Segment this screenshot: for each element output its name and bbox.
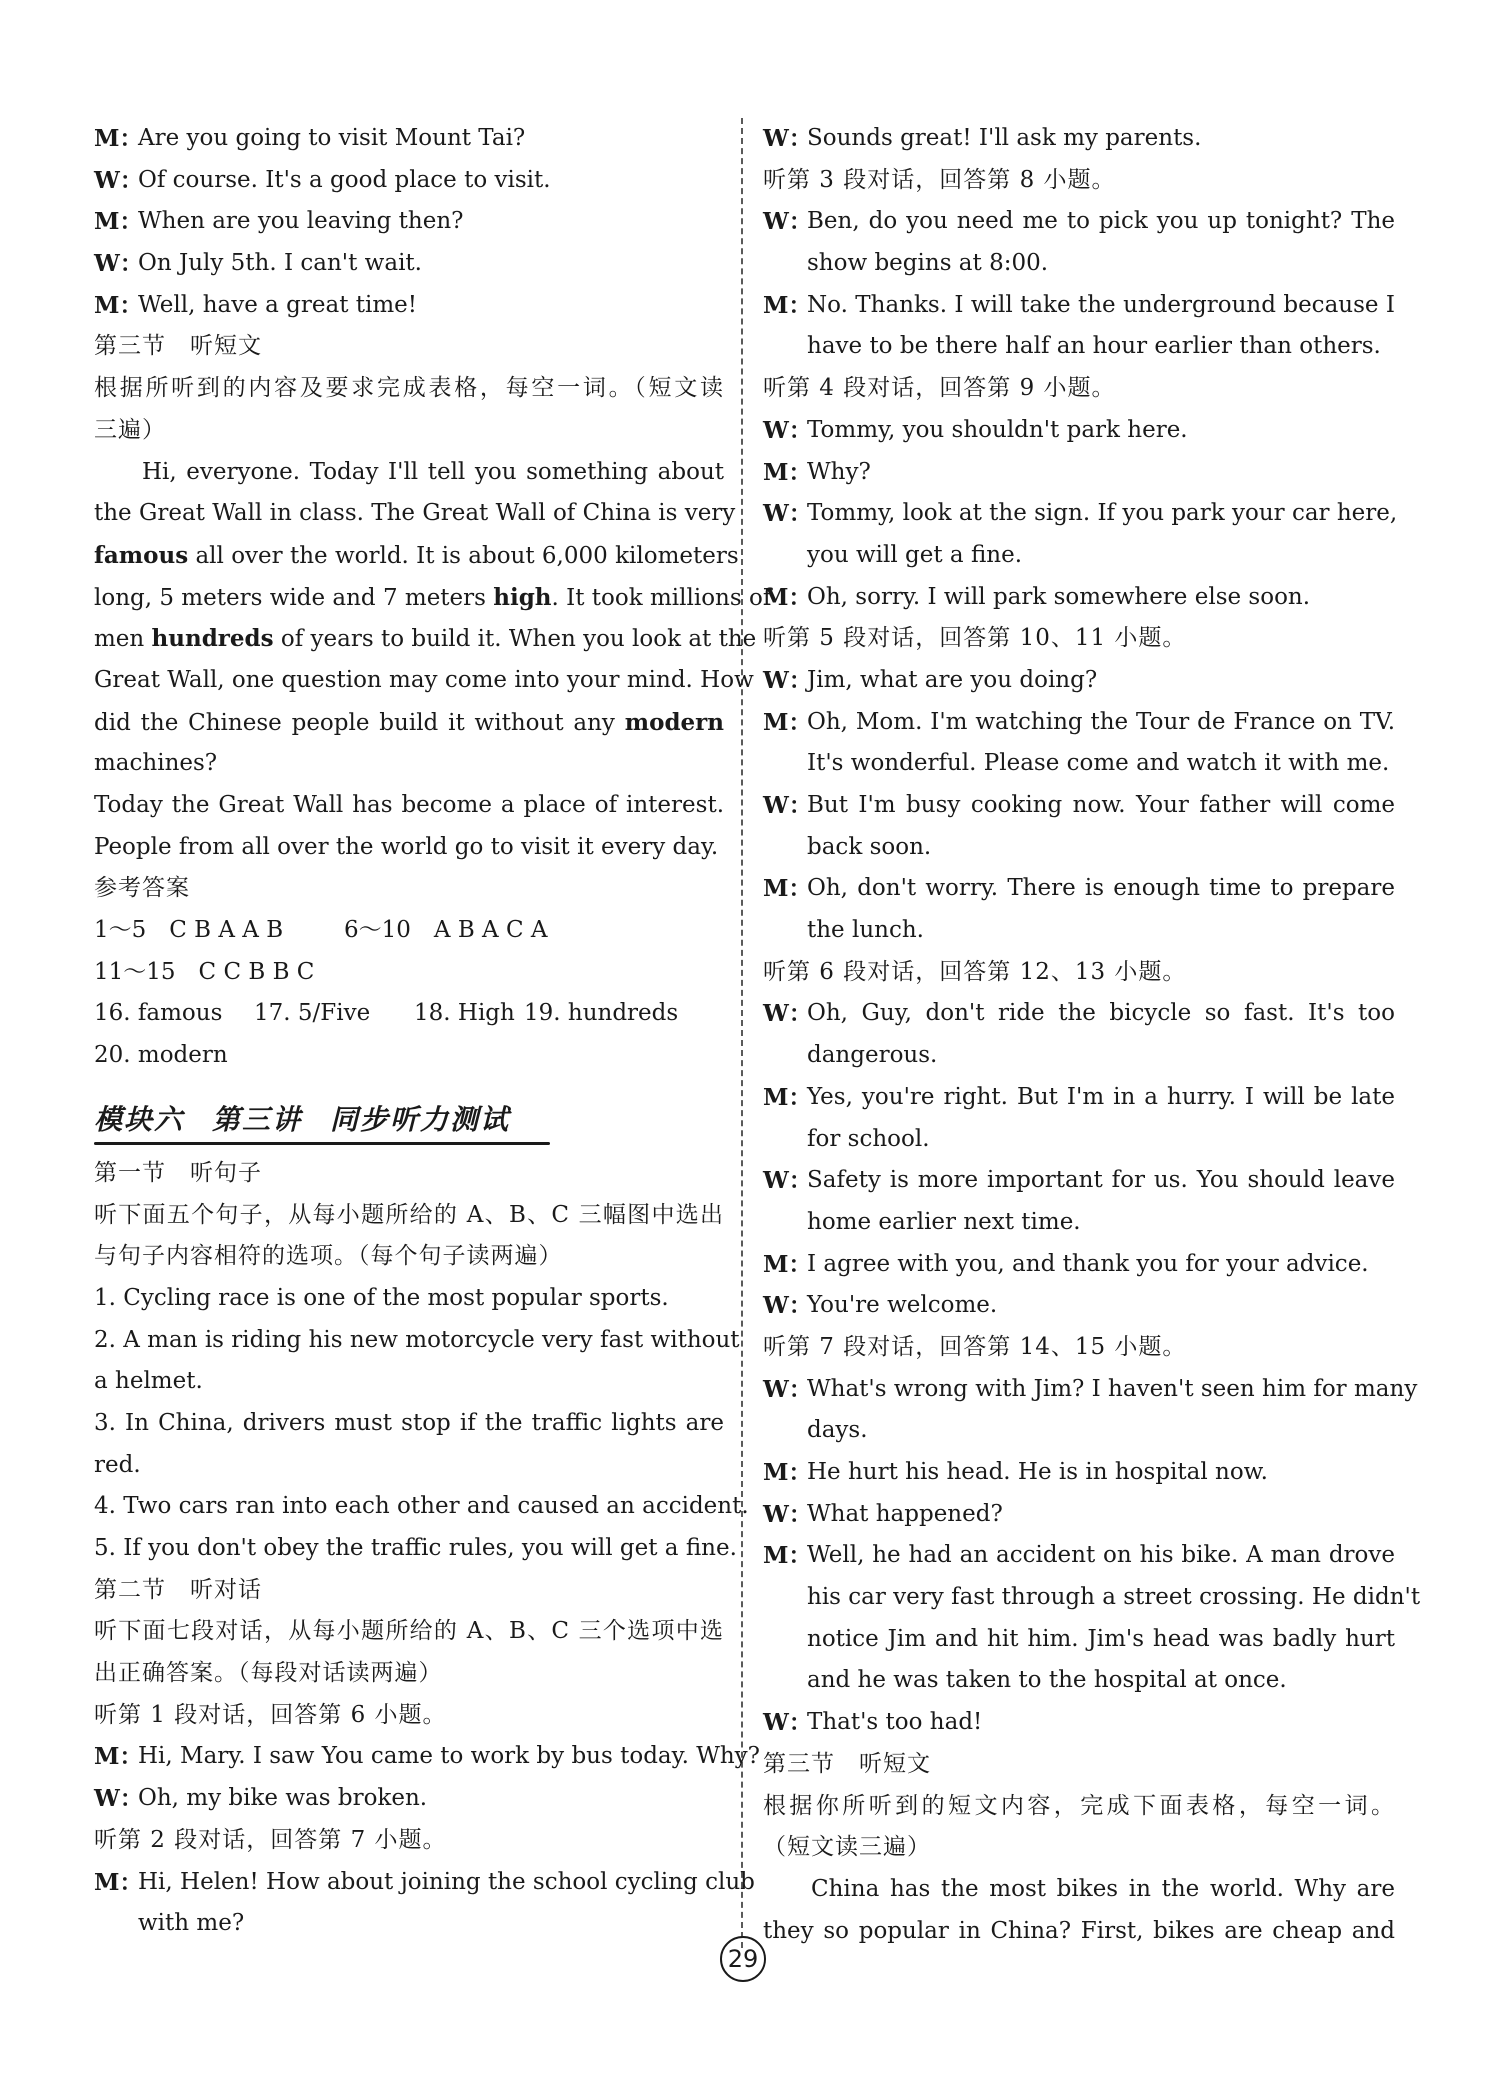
passage-line: China has the most bikes in the world. Why are [811,1875,1395,1902]
right-column [763,118,1421,1952]
dialogue-title: 听第 6 段对话，回答第 12、13 小题。 [763,958,1187,985]
dialogue-title: 听第 5 段对话，回答第 10、11 小题。 [763,625,1187,652]
answer-row: 11～15 C C B B C [94,958,315,985]
keyword: hundreds [151,625,274,653]
section-instruction: 听下面五个句子，从每小题所给的 A、B、C 三幅图中选出 [94,1201,724,1228]
passage-line: the Great Wall in class. The Great Wall of China is very [94,500,736,527]
passage-line: Hi, everyone. Today I'll tell you something about [142,458,724,485]
dialogue-title: 听第 4 段对话，回答第 9 小题。 [763,375,1116,402]
sentence-item: red. [94,1451,141,1478]
dialogue-line: his car very fast through a street crossing. He didn't [807,1584,1421,1611]
keyword: modern [624,708,724,736]
dialogue-line: days. [807,1417,868,1444]
dialogue-line: M： Are you going to visit Mount Tai? [94,125,526,152]
sentence-item: 4. Two cars ran into each other and caused an accident. [94,1493,749,1520]
dialogue-line: M： Well, he had an accident on his bike. A man drove [763,1542,1395,1570]
passage-line: famous all over the world. It is about 6,000 kilometers [94,541,739,569]
sentence-item: a helmet. [94,1368,203,1395]
heading-underline [94,1142,550,1145]
dialogue-title: 听第 3 段对话，回答第 8 小题。 [763,166,1116,193]
passage-line: did the Chinese people build it without any modern [94,708,724,736]
dialogue-line: W： Oh, my bike was broken. [94,1785,428,1813]
keyword: high [493,583,552,611]
dialogue-line: M： Yes, you're right. But I'm in a hurry. I will be late [763,1083,1395,1111]
dialogue-line: have to be there half an hour earlier than others. [807,333,1381,360]
dialogue-line: W： Of course. It's a good place to visit. [94,166,551,194]
answer-row: 16. famous 17. 5/Five 18. High 19. hundreds [94,1000,679,1027]
dialogue-line: M： Oh, sorry. I will park somewhere else soon. [763,583,1311,611]
dialogue-line: It's wonderful. Please come and watch it with me. [807,750,1390,777]
section-instruction: 三遍） [94,416,166,443]
keyword: famous [94,541,189,569]
sentence-item: 2. A man is riding his new motorcycle very fast without [94,1326,740,1353]
dialogue-line: M： He hurt his head. He is in hospital now. [763,1459,1268,1486]
section-title: 第三节 听短文 [94,333,262,360]
dialogue-line: dangerous. [807,1042,938,1069]
dialogue-line: W： Sounds great! I'll ask my parents. [763,125,1202,152]
dialogue-line: M： Well, have a great time! [94,291,418,319]
passage-line: machines? [94,750,218,777]
sentence-item: 3. In China, drivers must stop if the traffic lights are [94,1409,724,1436]
dialogue-line: M： Oh, don't worry. There is enough time to prepare [763,875,1395,903]
passage-line: men hundreds of years to build it. When you look at the [94,625,757,653]
section-instruction: 与句子内容相符的选项。（每个句子读两遍） [94,1243,563,1270]
module-heading: 模块六 第三讲 同步听力测试 [94,1089,510,1151]
dialogue-line: W： Jim, what are you doing? [763,666,1098,694]
dialogue-line: back soon. [807,833,932,860]
dialogue-line: M： Oh, Mom. I'm watching the Tour de France on TV. [763,708,1395,736]
section-instruction: 听下面七段对话，从每小题所给的 A、B、C 三个选项中选 [94,1618,724,1645]
section-instruction: 根据所听到的内容及要求完成表格，每空一词。（短文读 [94,375,724,402]
dialogue-title: 听第 7 段对话，回答第 14、15 小题。 [763,1333,1187,1360]
dialogue-line: W： What happened? [763,1500,1003,1528]
dialogue-line: W： Oh, Guy, don't ride the bicycle so fast. It's too [763,1000,1395,1028]
page-number: 29 [720,1936,766,1982]
dialogue-line: M： Hi, Mary. I saw You came to work by bus today. Why? [94,1743,760,1771]
dialogue-line: W： Tommy, you shouldn't park here. [763,416,1188,444]
dialogue-line: M： Why? [763,458,871,486]
section-instruction: （短文读三遍） [763,1834,931,1861]
dialogue-line: M： No. Thanks. I will take the underground because I [763,291,1395,319]
column-divider [741,118,743,1948]
dialogue-line: you will get a fine. [807,541,1023,568]
dialogue-line: home earlier next time. [807,1208,1081,1235]
dialogue-line: W： But I'm busy cooking now. Your father will come [763,792,1395,819]
passage-line: Today the Great Wall has become a place of interest. [94,792,724,818]
dialogue-line: notice Jim and hit him. Jim's head was badly hurt [807,1625,1395,1652]
dialogue-line: with me? [138,1910,245,1937]
dialogue-title: 听第 1 段对话，回答第 6 小题。 [94,1701,447,1728]
module-heading-row [94,1089,724,1151]
passage-line: they so popular in China? First, bikes are cheap and [763,1917,1395,1944]
dialogue-line: W： That's too had! [763,1709,983,1737]
answer-row: 1～5 C B A A B 6～10 A B A C A [94,917,548,944]
answers-title: 参考答案 [94,875,190,902]
passage-line: Great Wall, one question may come into your mind. How [94,666,754,693]
passage-line: long, 5 meters wide and 7 meters high. It took millions of [94,583,772,611]
dialogue-line: W： You're welcome. [763,1292,998,1320]
section-instruction: 出正确答案。（每段对话读两遍） [94,1660,443,1687]
dialogue-line: W： What's wrong with Jim? I haven't seen him for many [763,1375,1418,1403]
dialogue-line: the lunch. [807,917,924,944]
sentence-item: 1. Cycling race is one of the most popular sports. [94,1284,669,1311]
answer-row: 20. modern [94,1042,228,1069]
section-title: 第一节 听句子 [94,1159,262,1186]
dialogue-line: W： On July 5th. I can't wait. [94,250,422,278]
dialogue-line: for school. [807,1125,930,1152]
dialogue-line: W： Ben, do you need me to pick you up tonight? The [763,208,1395,236]
section-title: 第二节 听对话 [94,1576,262,1603]
dialogue-line: M： I agree with you, and thank you for your advice. [763,1250,1369,1278]
sentence-item: 5. If you don't obey the traffic rules, you will get a fine. [94,1535,737,1561]
section-title: 第三节 听短文 [763,1750,931,1777]
dialogue-line: M： Hi, Helen! How about joining the school cycling club [94,1868,755,1896]
passage-line: People from all over the world go to visit it every day. [94,833,719,860]
dialogue-line: W： Tommy, look at the sign. If you park your car here, [763,500,1398,528]
dialogue-line: and he was taken to the hospital at once. [807,1667,1287,1694]
dialogue-title: 听第 2 段对话，回答第 7 小题。 [94,1826,447,1853]
dialogue-line: M： When are you leaving then? [94,208,464,236]
section-instruction: 根据你所听到的短文内容，完成下面表格，每空一词。 [763,1792,1395,1819]
dialogue-line: show begins at 8:00. [807,250,1049,277]
dialogue-line: W： Safety is more important for us. You should leave [763,1167,1395,1195]
left-column [94,118,772,1945]
